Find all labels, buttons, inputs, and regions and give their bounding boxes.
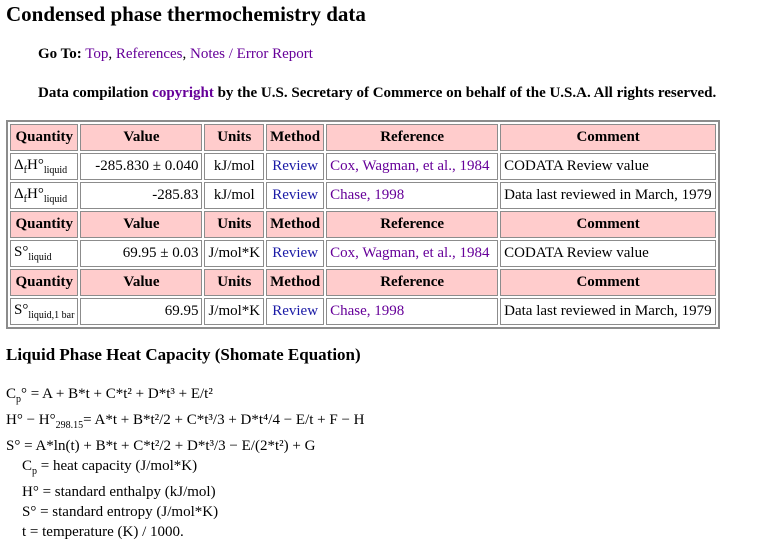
- header-value: Value: [80, 269, 202, 296]
- value-cell: -285.830 ± 0.040: [80, 153, 202, 180]
- method-cell: [266, 182, 324, 209]
- method-link[interactable]: Review: [272, 158, 319, 174]
- header-reference: Reference: [326, 211, 498, 238]
- header-reference: Reference: [326, 269, 498, 296]
- header-value: Value: [80, 124, 202, 151]
- units-cell: J/mol*K: [204, 298, 264, 325]
- header-quantity: Quantity: [10, 211, 78, 238]
- header-quantity: Quantity: [10, 124, 78, 151]
- equation-s: S° = A*ln(t) + B*t + C*t²/2 + D*t³/3 − E/(2*t²) + G: [6, 438, 316, 454]
- header-row: [10, 269, 716, 296]
- copyright-prefix: Data compilation: [38, 85, 149, 101]
- reference-cell: [326, 240, 498, 267]
- method-link[interactable]: Review: [272, 245, 319, 261]
- reference-cell: [326, 153, 498, 180]
- comment-cell: CODATA Review value: [500, 153, 716, 180]
- units-cell: J/mol*K: [204, 240, 264, 267]
- table-row: [10, 298, 716, 325]
- quantity-cell: $S^\circ_{liquid,1 bar}$: [10, 298, 78, 325]
- method-cell: [266, 298, 324, 325]
- goto-nav: Go To: Top, References, Notes / Error Report: [38, 46, 313, 62]
- table-row: [10, 182, 716, 209]
- comment-cell: Data last reviewed in March, 1979: [500, 298, 716, 325]
- header-units: Units: [204, 269, 264, 296]
- reference-cell: [326, 298, 498, 325]
- equation-h: $H^\circ - H^\circ_{298.15}= A*t + B*t^2/2 + C*t^3/3 + D*t^4/4 - E/t + F - H$: [6, 412, 365, 431]
- quantity-cell: $\Delta_fH^\circ_{liquid}$: [10, 153, 78, 180]
- reference-link[interactable]: Chase, 1998: [330, 187, 405, 203]
- table-row: [10, 240, 716, 267]
- value-cell: 69.95 ± 0.03: [80, 240, 202, 267]
- reference-cell: [326, 182, 498, 209]
- link-top[interactable]: Top: [85, 46, 109, 62]
- value-cell: 69.95: [80, 298, 202, 325]
- header-comment: Comment: [500, 124, 716, 151]
- definition-s: S° = standard entropy (J/mol*K): [22, 504, 219, 520]
- header-row: [10, 211, 716, 238]
- comment-cell: Data last reviewed in March, 1979: [500, 182, 716, 209]
- header-units: Units: [204, 211, 264, 238]
- header-row: [10, 124, 716, 151]
- header-method: Method: [266, 211, 324, 238]
- shomate-equations: [6, 384, 365, 542]
- definition-h: H° = standard enthalpy (kJ/mol): [22, 484, 216, 500]
- header-reference: Reference: [326, 124, 498, 151]
- quantity-cell: $S^\circ_{liquid}$: [10, 240, 78, 267]
- thermo-table: [6, 120, 720, 329]
- header-comment: Comment: [500, 269, 716, 296]
- table-row: [10, 153, 716, 180]
- definition-t: t = temperature (K) / 1000.: [22, 524, 184, 540]
- method-link[interactable]: Review: [272, 187, 319, 203]
- equation-cp: $C_p^\circ = A + B*t + C*t^2 + D*t^3 + E/t^2$: [6, 386, 213, 405]
- method-link[interactable]: Review: [272, 303, 319, 319]
- copyright-link[interactable]: copyright: [152, 85, 214, 101]
- copyright-suffix: by the U.S. Secretary of Commerce on behalf of the U.S.A. All rights reserved.: [217, 85, 717, 101]
- units-cell: kJ/mol: [204, 182, 264, 209]
- section-title: Liquid Phase Heat Capacity (Shomate Equation): [6, 345, 361, 364]
- goto-label: Go To:: [38, 46, 82, 62]
- definition-cp: $C_p$ = heat capacity (J/mol*K): [22, 458, 198, 477]
- units-cell: kJ/mol: [204, 153, 264, 180]
- method-cell: [266, 153, 324, 180]
- copyright-line: [38, 85, 716, 102]
- link-references[interactable]: References: [115, 46, 183, 62]
- reference-link[interactable]: Cox, Wagman, et al., 1984: [330, 245, 490, 261]
- header-units: Units: [204, 124, 264, 151]
- header-quantity: Quantity: [10, 269, 78, 296]
- method-cell: [266, 240, 324, 267]
- header-method: Method: [266, 124, 324, 151]
- header-value: Value: [80, 211, 202, 238]
- link-notes[interactable]: Notes / Error Report: [190, 46, 313, 62]
- header-method: Method: [266, 269, 324, 296]
- header-comment: Comment: [500, 211, 716, 238]
- reference-link[interactable]: Cox, Wagman, et al., 1984: [330, 158, 490, 174]
- quantity-cell: $\Delta_fH^\circ_{liquid}$: [10, 182, 78, 209]
- page-title: Condensed phase thermochemistry data: [6, 2, 366, 26]
- comment-cell: CODATA Review value: [500, 240, 716, 267]
- value-cell: -285.83: [80, 182, 202, 209]
- reference-link[interactable]: Chase, 1998: [330, 303, 405, 319]
